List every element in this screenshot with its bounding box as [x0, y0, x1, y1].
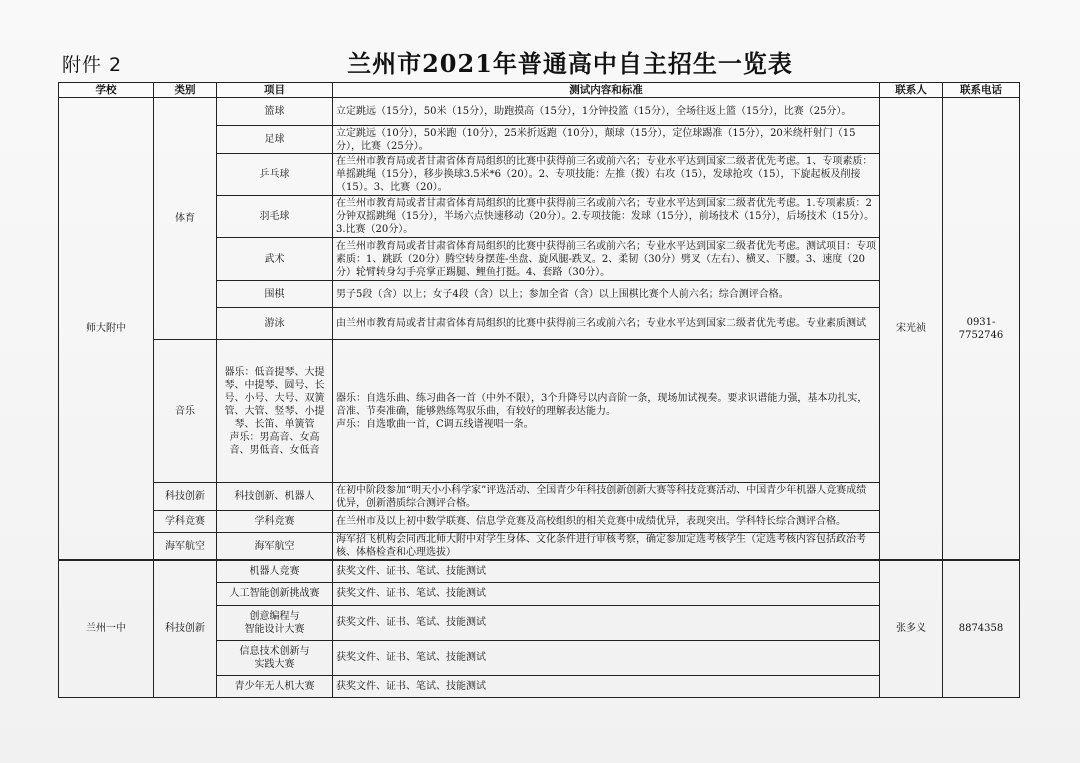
page-title: 兰州市2021年普通高中自主招生一览表	[347, 49, 793, 78]
project-name: 篮球	[217, 98, 333, 126]
project-name: 乒乓球	[217, 154, 333, 196]
contact-person: 宋光祯	[880, 98, 943, 561]
contact-phone: 0931-7752746	[943, 98, 1020, 561]
header-school: 学校	[59, 83, 154, 98]
enrollment-table	[58, 82, 1020, 698]
test-standard: 海军招飞机构会同西北师大附中对学生身体、文化条件进行审核考察，确定参加定选考核学生（定选考核内容包括政治考核、体格检查和心理选拔）	[333, 533, 880, 561]
test-standard: 男子5段（含）以上；女子4段（含）以上；参加全省（含）以上围棋比赛个人前六名；综合测评合格。	[333, 281, 880, 308]
test-standard: 获奖文件、证书、笔试、技能测试	[333, 605, 880, 640]
test-standard: 在兰州市及以上初中数学联赛、信息学竞赛及高校组织的相关竞赛中成绩优异，表现突出。学科特长综合测评合格。	[333, 511, 880, 533]
project-name: 武术	[217, 238, 333, 281]
contact-person: 张多义	[880, 560, 943, 697]
header-standard: 测试内容和标准	[333, 83, 880, 98]
project-name: 器乐：低音提琴、大提琴、中提琴、圆号、长号、小号、大号、双簧管、大管、竖琴、小提琴、长笛、单簧管 声乐：男高音、女高音、男低音、女低音	[217, 340, 333, 483]
category-name: 体育	[154, 98, 217, 340]
table-row	[59, 560, 1020, 582]
test-standard: 在兰州市教育局或者甘肃省体育局组织的比赛中获得前三名或前六名；专业水平达到国家二级者优先考虑。测试项目：专项素质：1、跳跃（20分）腾空转身摆莲-坐盘、旋风腿-跌叉。2、柔韧（30分）劈叉（左右）、横叉、下腰。3、速度（20分）轮臂转身勾手亮掌正踢腿、鲤鱼打挺。4、套路（30分）。	[333, 238, 880, 281]
header-project: 项目	[217, 83, 333, 98]
school-name: 师大附中	[59, 98, 154, 561]
category-name: 科技创新	[154, 483, 217, 511]
test-standard: 立定跳远（15分），50米（15分），助跑摸高（15分），1分钟投篮（15分），全场往返上篮（15分），比赛（25分）。	[333, 98, 880, 126]
project-name: 足球	[217, 126, 333, 154]
project-name: 信息技术创新与 实践大赛	[217, 640, 333, 675]
header-phone: 联系电话	[943, 83, 1020, 98]
project-name: 人工智能创新挑战赛	[217, 582, 333, 605]
project-name: 围棋	[217, 281, 333, 308]
attachment-label: 附件 2	[62, 54, 123, 76]
test-standard: 获奖文件、证书、笔试、技能测试	[333, 640, 880, 675]
test-standard: 在兰州市教育局或者甘肃省体育局组织的比赛中获得前三名或前六名；专业水平达到国家二级者优先考虑。1.专项素质：2分钟双摇跳绳（15分），半场六点快速移动（20分）。2.专项技能：发球（15分），前场技术（15分），后场技术（15分）。3.比赛（20分）。	[333, 196, 880, 238]
header-category: 类别	[154, 83, 217, 98]
school-name: 兰州一中	[59, 560, 154, 697]
project-name: 科技创新、机器人	[217, 483, 333, 511]
test-standard: 器乐：自选乐曲、练习曲各一首（中外不限），3个升降号以内音阶一条，现场加试视奏。要求识谱能力强，基本功扎实，音准、节奏准确，能够熟练驾驭乐曲，有较好的理解表达能力。 声乐：自选歌曲一首，C调五线谱视唱一条。	[333, 340, 880, 483]
test-standard: 获奖文件、证书、笔试、技能测试	[333, 675, 880, 697]
category-name: 音乐	[154, 340, 217, 483]
table-row	[59, 98, 1020, 126]
test-standard: 由兰州市教育局或者甘肃省体育局组织的比赛中获得前三名或前六名；专业水平达到国家二级者优先考虑。专业素质测试	[333, 308, 880, 340]
table-row	[59, 511, 1020, 533]
project-name: 创意编程与 智能设计大赛	[217, 605, 333, 640]
test-standard: 在初中阶段参加“明天小小科学家”评选活动、全国青少年科技创新创新大赛等科技竞赛活动、中国青少年机器人竞赛成绩优异，创新潜质综合测评合格。	[333, 483, 880, 511]
test-standard: 获奖文件、证书、笔试、技能测试	[333, 582, 880, 605]
table-header-row	[59, 83, 1020, 98]
category-name: 海军航空	[154, 533, 217, 561]
test-standard: 获奖文件、证书、笔试、技能测试	[333, 560, 880, 582]
table-row	[59, 340, 1020, 483]
header-contact: 联系人	[880, 83, 943, 98]
project-name: 机器人竞赛	[217, 560, 333, 582]
category-name: 学科竞赛	[154, 511, 217, 533]
project-name: 羽毛球	[217, 196, 333, 238]
category-name: 科技创新	[154, 560, 217, 697]
project-name: 青少年无人机大赛	[217, 675, 333, 697]
contact-phone: 8874358	[943, 560, 1020, 697]
project-name: 学科竞赛	[217, 511, 333, 533]
project-name: 游泳	[217, 308, 333, 340]
table-row	[59, 533, 1020, 561]
test-standard: 在兰州市教育局或者甘肃省体育局组织的比赛中获得前三名或前六名；专业水平达到国家二级者优先考虑。1、专项素质：单摇跳绳（15分），移步换球3.5米*6（20）。2、专项技能：左推（拨）右攻（15），发球抢攻（15），下旋起板及削接（15）。3、比赛（20）。	[333, 154, 880, 196]
table-row	[59, 483, 1020, 511]
project-name: 海军航空	[217, 533, 333, 561]
test-standard: 立定跳远（10分），50米跑（10分），25米折返跑（10分），颠球（15分），定位球踢准（15分），20米绕杆射门（15分），比赛（25分）。	[333, 126, 880, 154]
